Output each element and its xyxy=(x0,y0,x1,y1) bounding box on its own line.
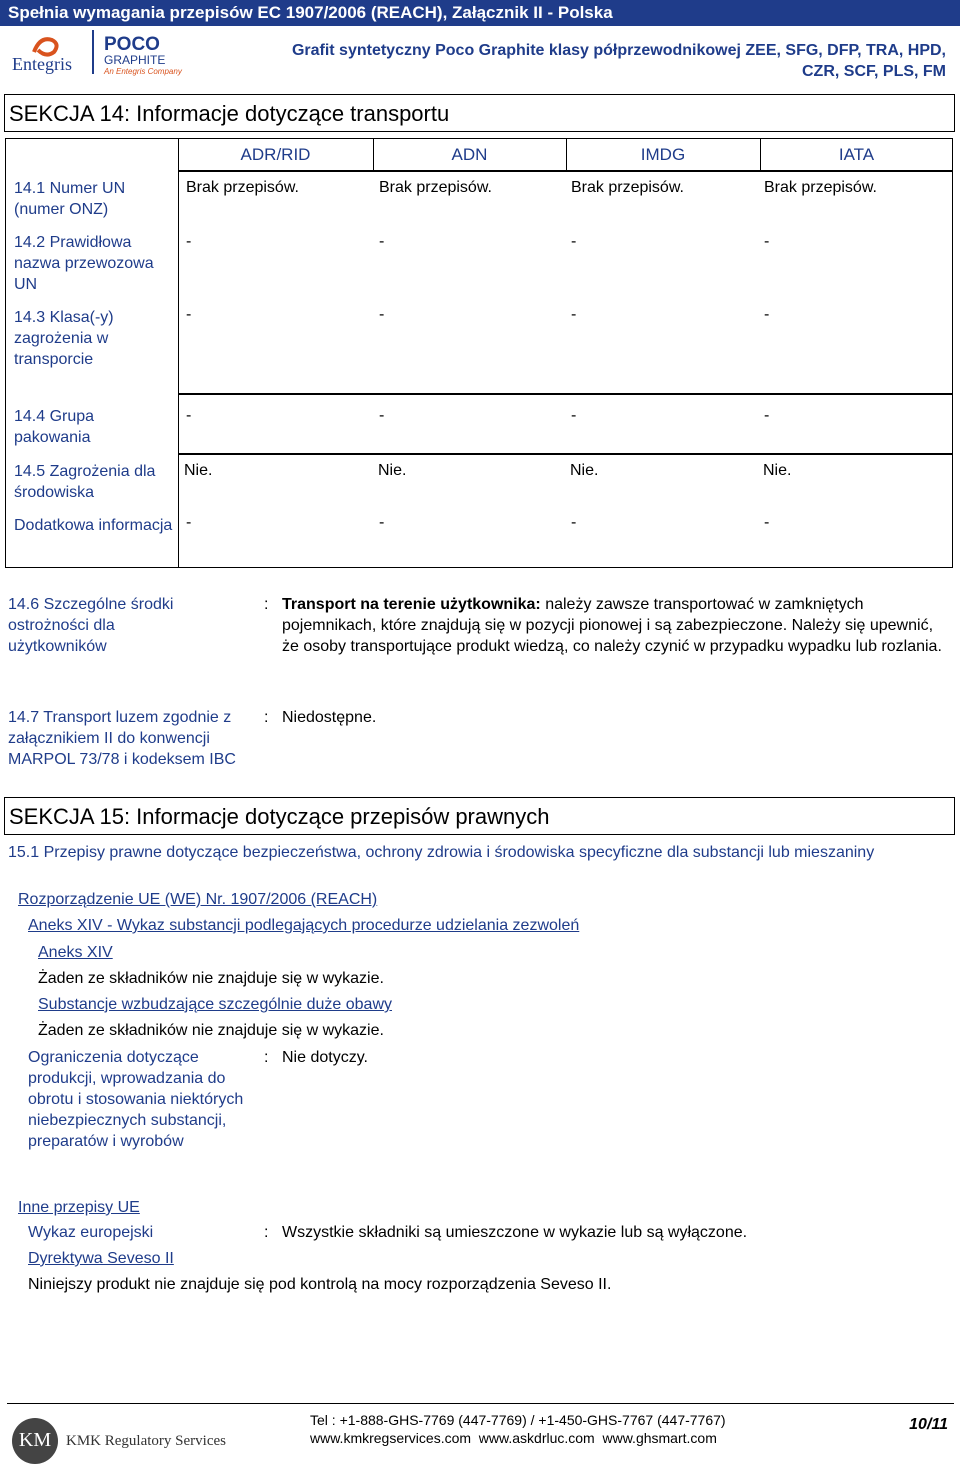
row-label: 14.1 Numer UN (numer ONZ) xyxy=(14,180,126,218)
footer-websites: www.kmkregservices.com www.askdrluc.com www.ghsmart.com xyxy=(310,1430,717,1446)
table-cell: - xyxy=(186,233,192,250)
poco-logo xyxy=(104,36,200,76)
table-cell: Nie. xyxy=(378,462,407,479)
table-cell: - xyxy=(764,514,770,531)
poco-tagline: An Entegris Company xyxy=(104,67,182,76)
table-cell: - xyxy=(764,407,770,424)
european-inventory-value: Wszystkie składniki są umieszczone w wykazie lub są wyłączone. xyxy=(282,1224,748,1241)
regulation-banner-text: Spełnia wymagania przepisów EC 1907/2006 (REACH), Załącznik II - Polska xyxy=(8,3,613,22)
row-label: 14.5 Zagrożenia dla środowiska xyxy=(14,463,156,501)
kmk-company-name: KMK Regulatory Services xyxy=(66,1433,226,1449)
row-label: 14.2 Prawidłowa nazwa przewozowa UN xyxy=(14,234,154,293)
entegris-logo xyxy=(12,34,82,74)
table-cell: Nie. xyxy=(570,462,599,479)
poco-logo-text: POCO xyxy=(104,34,160,55)
footer-phone: Tel : +1-888-GHS-7769 (447-7769) / +1-450-GHS-7767 (447-7767) xyxy=(310,1412,726,1428)
table-block-1 xyxy=(178,171,953,394)
s146-label: 14.6 Szczególne środki ostrożności dla użytkowników xyxy=(8,596,174,655)
restrictions-value: Nie dotyczy. xyxy=(282,1049,368,1066)
other-eu-heading: Inne przepisy UE xyxy=(18,1199,140,1216)
colon: : xyxy=(264,1049,269,1066)
table-block-2 xyxy=(178,394,953,454)
row-label: 14.3 Klasa(-y) zagrożenia w transporcie xyxy=(14,309,114,368)
table-cell: - xyxy=(571,306,577,323)
s147-value: Niedostępne. xyxy=(282,709,377,726)
footer-divider xyxy=(7,1403,954,1404)
entegris-logo-text: Entegris xyxy=(12,54,72,74)
s146-text xyxy=(282,594,954,657)
poco-graphite-text: GRAPHITE xyxy=(104,53,166,67)
european-inventory-label: Wykaz europejski xyxy=(28,1224,154,1241)
section14-heading xyxy=(4,94,955,132)
table-cell: Brak przepisów. xyxy=(186,179,299,196)
colon: : xyxy=(264,709,269,726)
seveso-text: Niniejszy produkt nie znajduje się pod kontrolą na mocy rozporządzenia Seveso II. xyxy=(28,1276,612,1293)
seveso-heading: Dyrektywa Seveso II xyxy=(28,1250,174,1267)
section15-title: SEKCJA 15: Informacje dotyczące przepisów prawnych xyxy=(9,804,550,829)
table-cell: - xyxy=(571,514,577,531)
row-label: 14.4 Grupa pakowania xyxy=(14,408,95,446)
kmk-logo xyxy=(12,1418,58,1464)
logo-divider xyxy=(92,30,94,74)
product-title-line1: Grafit syntetyczny Poco Graphite klasy półprzewodnikowej ZEE, SFG, DFP, TRA, HPD, xyxy=(291,42,946,59)
table-cell: - xyxy=(571,407,577,424)
table-cell: - xyxy=(186,306,192,323)
table-cell: - xyxy=(764,233,770,250)
table-cell: - xyxy=(764,306,770,323)
kmk-logo-letters: KM xyxy=(18,1429,52,1451)
table-cell: - xyxy=(571,233,577,250)
product-title xyxy=(206,40,946,82)
annex14-heading: Aneks XIV - Wykaz substancji podlegających procedurze udzielania zezwoleń xyxy=(28,917,580,934)
col-header-imdg: IMDG xyxy=(640,145,686,164)
table-cell: - xyxy=(379,407,385,424)
svhc-text: Żaden ze składników nie znajduje się w wykazie. xyxy=(38,1022,384,1039)
colon: : xyxy=(264,596,269,613)
reach-heading: Rozporządzenie UE (WE) Nr. 1907/2006 (REACH) xyxy=(18,891,378,908)
restrictions-label: Ograniczenia dotyczące produkcji, wprowadzania do obrotu i stosowania niektórych niebezpiecznych substancji, preparatów i wyrobów xyxy=(28,1049,244,1150)
page-number: 10/11 xyxy=(909,1416,948,1433)
table-cell: Brak przepisów. xyxy=(379,179,492,196)
table-cell: Brak przepisów. xyxy=(764,179,877,196)
table-cell: - xyxy=(186,407,192,424)
table-cell: Nie. xyxy=(763,462,792,479)
s146-bold-label: Transport na terenie użytkownika: xyxy=(282,596,541,613)
table-cell: - xyxy=(379,514,385,531)
col-header-adn: ADN xyxy=(451,145,488,164)
s147-label: 14.7 Transport luzem zgodnie z załącznikiem II do konwencji MARPOL 73/78 i kodeksem IBC xyxy=(8,709,236,768)
annex14-text: Żaden ze składników nie znajduje się w wykazie. xyxy=(38,970,384,987)
svhc-heading: Substancje wzbudzające szczególnie duże obawy xyxy=(38,996,392,1013)
col-header-adr: ADR/RID xyxy=(240,145,311,164)
table-cell: - xyxy=(379,306,385,323)
table-cell: - xyxy=(186,514,192,531)
regulation-banner xyxy=(0,0,960,26)
s146-body: należy zawsze transportować w zamkniętych pojemnikach, które znajdują się w pozycji pionowej i są zabezpieczone. Należy się upewnić, że osoby transportujące produkt wiedzą, co należy czynić w przypadku wypadku lub rozlania. xyxy=(282,596,942,655)
s151-heading: 15.1 Przepisy prawne dotyczące bezpieczeństwa, ochrony zdrowia i środowiska specyficzne dla substancji lub mieszaniny xyxy=(8,844,875,861)
colon: : xyxy=(264,1224,269,1241)
table-cell: Brak przepisów. xyxy=(571,179,684,196)
table-cell: - xyxy=(379,233,385,250)
product-title-line2: CZR, SCF, PLS, FM xyxy=(802,63,946,80)
section15-heading xyxy=(4,797,955,835)
table-block-3 xyxy=(178,454,953,568)
section14-title: SEKCJA 14: Informacje dotyczące transportu xyxy=(9,101,450,126)
table-cell: Nie. xyxy=(184,462,213,479)
annex14-subheading: Aneks XIV xyxy=(38,944,113,961)
col-header-iata: IATA xyxy=(838,145,875,164)
row-label: Dodatkowa informacja xyxy=(14,517,173,534)
